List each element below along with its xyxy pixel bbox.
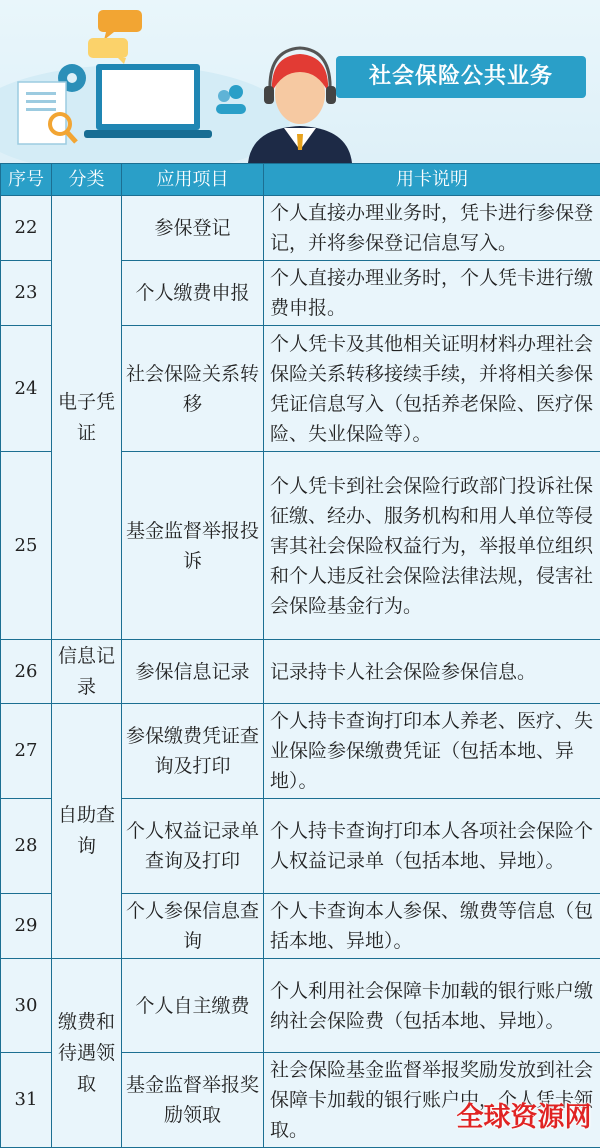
row-number: 24 [1,326,52,452]
row-number: 28 [1,799,52,894]
item-cell: 个人参保信息查询 [122,894,264,959]
item-cell: 参保信息记录 [122,640,264,704]
category-cell: 信息记录 [52,640,122,704]
item-cell: 个人缴费申报 [122,261,264,326]
row-number: 29 [1,894,52,959]
banner-title: 社会保险公共业务 [336,56,586,98]
table-row [1,196,600,261]
row-number: 22 [1,196,52,261]
description-cell: 个人凭卡到社会保险行政部门投诉社保征缴、经办、服务机构和用人单位等侵害其社会保险权益行为，举报单位组织和个人违反社会保险法律法规，侵害社会保险基金行为。 [264,452,600,640]
item-cell: 社会保险关系转移 [122,326,264,452]
table-header-row [1,164,600,196]
description-cell: 个人直接办理业务时，凭卡进行参保登记，并将参保登记信息写入。 [264,196,600,261]
item-cell: 个人权益记录单查询及打印 [122,799,264,894]
header-item: 应用项目 [122,164,264,196]
table-row [1,704,600,799]
description-cell: 个人直接办理业务时，个人凭卡进行缴费申报。 [264,261,600,326]
row-number: 27 [1,704,52,799]
category-cell: 缴费和待遇领取 [52,959,122,1148]
description-cell: 记录持卡人社会保险参保信息。 [264,640,600,704]
description-cell: 个人持卡查询打印本人各项社会保险个人权益记录单（包括本地、异地）。 [264,799,600,894]
laptop-icon [84,64,212,138]
table-row [1,640,600,704]
description-cell: 个人卡查询本人参保、缴费等信息（包括本地、异地）。 [264,894,600,959]
table-row [1,959,600,1053]
item-cell: 参保缴费凭证查询及打印 [122,704,264,799]
header-description: 用卡说明 [264,164,600,196]
description-cell: 社会保险基金监督举报奖励发放到社会保障卡加载的银行账户中，个人凭卡领取。 [264,1053,600,1148]
description-cell: 个人利用社会保障卡加载的银行账户缴纳社会保险费（包括本地、异地）。 [264,959,600,1053]
row-number: 26 [1,640,52,704]
item-cell: 基金监督举报投诉 [122,452,264,640]
description-cell: 个人持卡查询打印本人养老、医疗、失业保险参保缴费凭证（包括本地、异地）。 [264,704,600,799]
chat-bubble-icon [88,10,142,64]
services-table [0,163,600,1148]
row-number: 25 [1,452,52,640]
item-cell: 个人自主缴费 [122,959,264,1053]
row-number: 23 [1,261,52,326]
watermark: 全球资源网 [450,1099,598,1137]
category-cell: 电子凭证 [52,196,122,640]
category-cell: 自助查询 [52,704,122,959]
row-number: 31 [1,1053,52,1148]
banner [0,0,600,163]
header-category: 分类 [52,164,122,196]
row-number: 30 [1,959,52,1053]
item-cell: 参保登记 [122,196,264,261]
item-cell: 基金监督举报奖励领取 [122,1053,264,1148]
description-cell: 个人凭卡及其他相关证明材料办理社会保险关系转移接续手续，并将相关参保凭证信息写入（包括养老保险、医疗保险、失业保险等）。 [264,326,600,452]
header-no: 序号 [1,164,52,196]
